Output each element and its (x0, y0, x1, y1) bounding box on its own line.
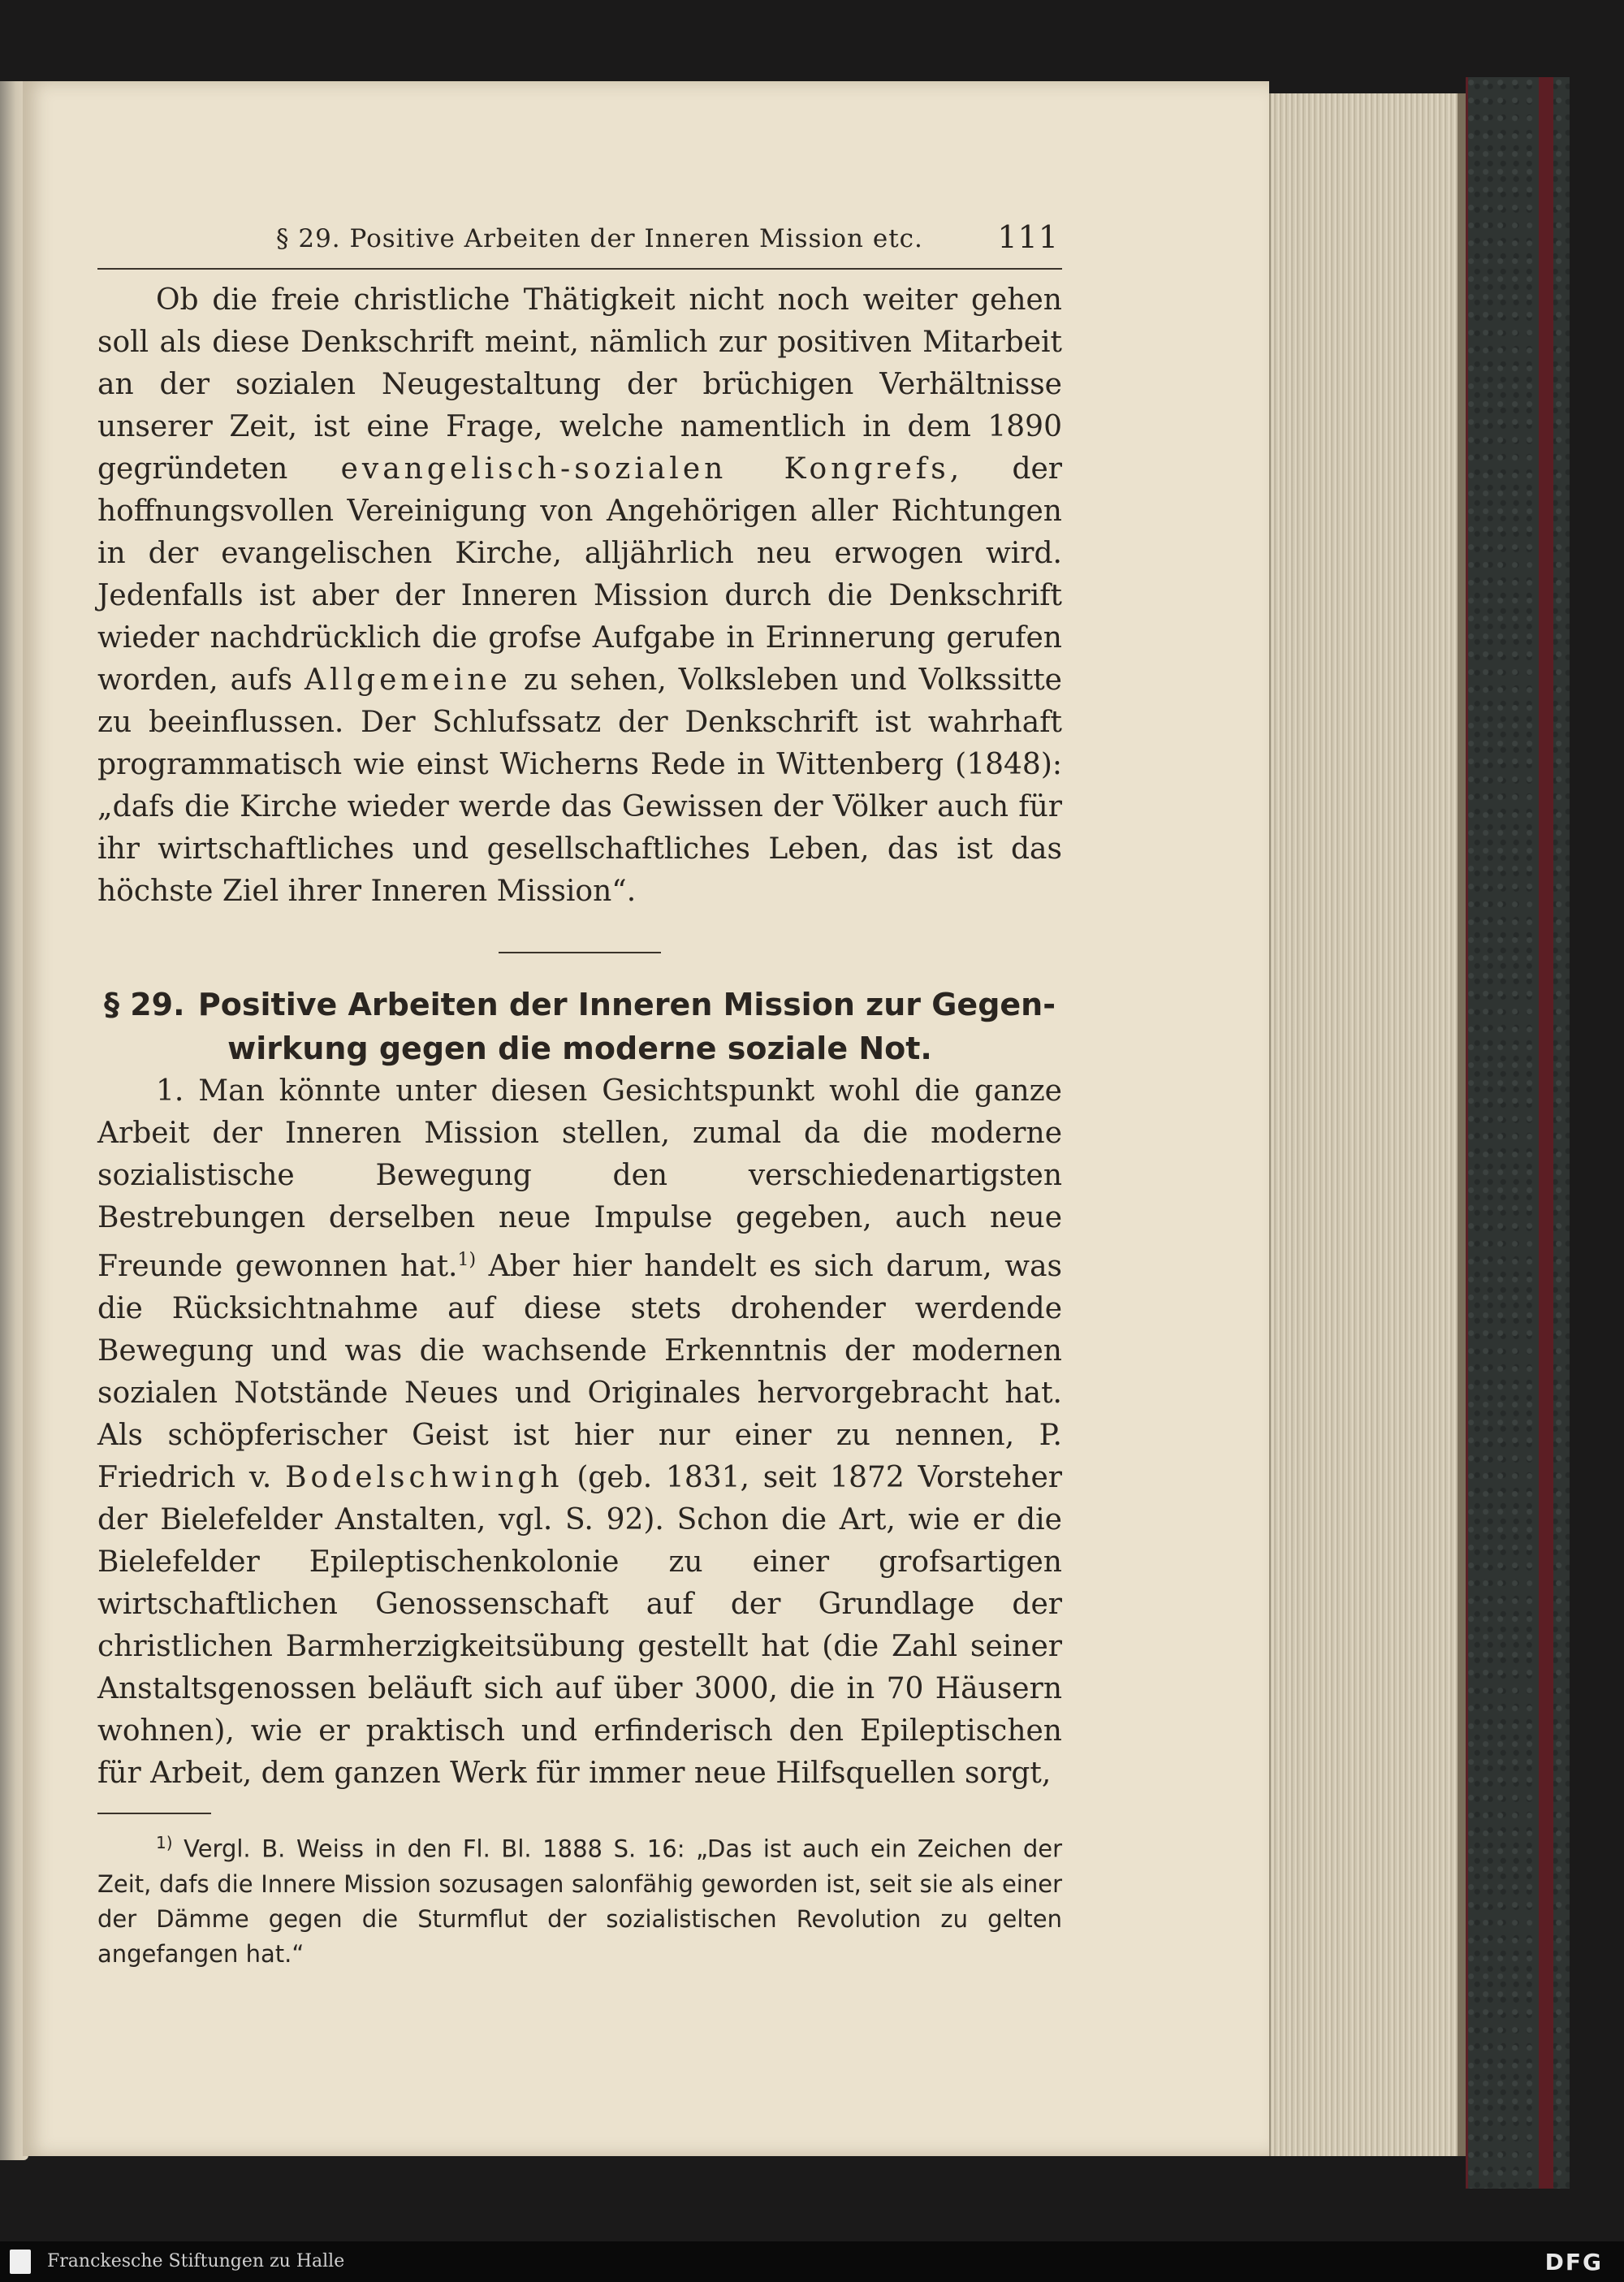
main-text (97, 279, 1062, 1795)
section-heading (97, 983, 1062, 1070)
running-title: § 29. Positive Arbeiten der Inneren Mission etc. (276, 224, 923, 253)
page-content (97, 219, 1062, 1972)
paragraph-1-text-2: , der hoffnungsvollen Vereinigung von Angehörigen aller Richtungen in der evangelischen Kirche, alljährlich neu erwogen wird. Jedenfalls ist aber der Inneren Mission durch die Denkschrift wieder nachdrücklich die grofse Aufgabe in Erinnerung gerufen worden, aufs (97, 452, 1063, 697)
dfg-logo: DFG (1544, 2249, 1603, 2276)
running-header (97, 219, 1062, 270)
paragraph-1-text: Ob die freie christliche Thätigkeit nicht noch weiter gehen soll als diese Denkschrift meint, nämlich zur positiven Mitarbeit an der sozialen Neugestaltung der brüchigen Verhältnisse unserer Zeit, ist eine Frage, welche namentlich in dem 1890 gegründeten (97, 283, 1062, 486)
section-number: § 29. (104, 987, 185, 1022)
paragraph-2-text-3: (geb. 1831, seit 1872 Vorsteher der Bielefelder Anstalten, vgl. S. 92). Schon die Art, wie er die Bielefelder Epileptischenkolonie zu einer grofsartigen wirtschaftlichen Genossenschaft auf der Grundlage der christlichen Barmherzigkeitsübung gestellt hat (die Zahl seiner Anstaltsgenossen beläuft sich auf über 3000, die in 70 Häusern wohnen), wie er praktisch und erfinderisch den Epileptischen für Arbeit, dem ganzen Werk für immer neue Hilfsquellen sorgt, (97, 1461, 1063, 1790)
page-number: 111 (997, 219, 1059, 255)
paragraph-2-text-2: Aber hier handelt es sich darum, was die Rücksichtnahme auf diese stets drohender werdende Bewegung und was die wachsende Erkenntnis der modernen sozialen Notstände Neues und Originales hervorgebracht hat. Als schöpferischer Geist ist hier nur einer zu nennen, P. Friedrich v. (97, 1250, 1063, 1494)
spaced-term: Allgemeine (304, 663, 512, 697)
section-divider (499, 952, 661, 953)
page-edges (1269, 93, 1458, 2156)
institution-name: Franckesche Stiftungen zu Halle (47, 2251, 345, 2271)
footnote-marker: 1) (156, 1833, 173, 1852)
paragraph-1 (97, 279, 1062, 913)
footnote-rule (97, 1813, 211, 1814)
viewer-footer (0, 2241, 1624, 2282)
institution-logo-icon (10, 2250, 31, 2274)
spaced-name: Bodelschwingh (285, 1461, 564, 1494)
section-title-line1: Positive Arbeiten der Inneren Mission zur Gegen- (197, 987, 1056, 1022)
footnote-reference: 1) (457, 1250, 477, 1270)
book-cover (1466, 77, 1570, 2189)
paragraph-2 (97, 1070, 1062, 1795)
section-title-line2: wirkung gegen die moderne soziale Not. (227, 1031, 932, 1066)
footnote-text: Vergl. B. Weiss in den Fl. Bl. 1888 S. 16: „Das ist auch ein Zeichen der Zeit, dafs die Innere Mission sozusagen salonfähig geworden ist, seit sie als einer der Dämme gegen die Sturmflut der sozialistischen Revolution zu gelten angefangen hat.“ (97, 1835, 1062, 1968)
paragraph-2-text: 1. Man könnte unter diesen Gesichtspunkt wohl die ganze Arbeit der Inneren Mission stellen, zumal da die moderne sozialistische Bewegung den verschiedenartigsten Bestrebungen derselben neue Impulse gegeben, auch neue Freunde gewonnen hat. (97, 1074, 1062, 1283)
spaced-term: evangelisch-sozialen Kongrefs (340, 452, 950, 486)
footnote (97, 1826, 1062, 1972)
cover-band (1539, 77, 1553, 2189)
paragraph-1-text-3: zu sehen, Volksleben und Volkssitte zu beeinflussen. Der Schlufssatz der Denkschrift ist wahrhaft programmatisch wie einst Wicherns Rede in Wittenberg (1848): „dafs die Kirche wieder werde das Gewissen der Völker auch für ihr wirtschaftliches und gesellschaftliches Leben, das ist das höchste Ziel ihrer Inneren Mission“. (97, 663, 1062, 908)
